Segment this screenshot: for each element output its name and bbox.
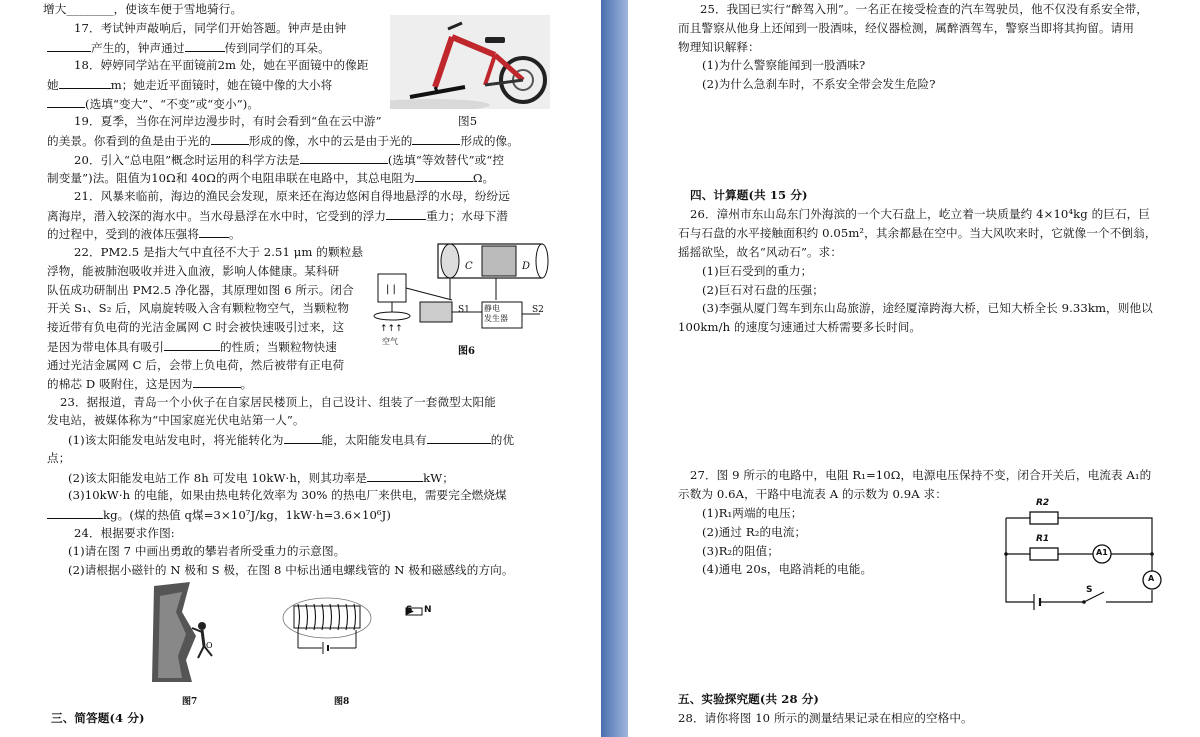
- answer-blank: [199, 226, 229, 238]
- svg-text:O: O: [206, 641, 213, 650]
- question-22-line7: 通过光洁金属网 C 后，会带上负电荷，然后被带有正电荷: [47, 358, 345, 372]
- question-23-part3: (3)10kW·h 的电能，如果由热电转化效率为 30% 的热电厂来供电，需要完全燃烧煤: [68, 488, 507, 502]
- section-3-heading: 三、简答题(4 分): [51, 711, 145, 725]
- question-23-part2: (2)该太阳能发电站工作 8h 可发电 10kW·h，则其功率是 kW；: [68, 471, 454, 485]
- answer-blank: [59, 77, 111, 89]
- question-28: 28．请你将图 10 所示的测量结果记录在相应的空格中。: [678, 711, 973, 725]
- figure-6-purifier-diagram: [370, 238, 550, 362]
- question-26-part3: (3)李强从厦门驾车到东山岛旅游，途经厦漳跨海大桥，已知大桥全长 9.33km，则他以: [702, 301, 1153, 315]
- question-22-line2: 浮物，能被肺泡吸收并进入血液，影响人体健康。某科研: [47, 264, 340, 278]
- answer-blank: [185, 40, 225, 52]
- question-17: 17．考试钟声敲响后，同学们开始答题。钟声是由钟: [74, 21, 347, 35]
- label-air: 空气: [382, 337, 398, 346]
- question-18-line2: 她 m；她走近平面镜时，她在镜中像的大小将: [47, 78, 333, 92]
- figure-7-caption: 图7: [182, 697, 198, 707]
- section-4-heading: 四、计算题(共 15 分): [690, 188, 808, 202]
- figure-8-caption: 图8: [334, 697, 350, 707]
- question-25: 25．我国已实行“醉驾入刑”。一名正在接受检查的汽车驾驶员，他不仅没有系安全带，: [700, 2, 1148, 16]
- question-22-line5: 接近带有负电荷的光洁金属网 C 时会被快速吸引过来，这: [47, 320, 345, 334]
- answer-blank: [47, 96, 85, 108]
- question-26-line7: 100km/h 的速度匀速通过大桥需要多长时间。: [678, 320, 922, 334]
- question-23-line2: 发电站，被媒体称为“中国家庭光伏电站第一人”。: [47, 413, 305, 427]
- question-27-part3: (3)R₂的阻值；: [702, 544, 780, 558]
- answer-blank: [164, 339, 220, 351]
- label-s1: S1: [458, 305, 470, 315]
- solenoid-diagram: [282, 588, 442, 658]
- question-26-part1: (1)巨石受到的重力；: [702, 264, 813, 278]
- question-21: 21．风暴来临前，海边的渔民会发现，原来还在海边悠闲自得地悬浮的水母，纷纷远: [74, 189, 510, 203]
- answer-blank: [47, 507, 103, 519]
- label-r2: R2: [1036, 498, 1050, 508]
- question-22-line4: 开关 S₁、S₂ 后，风扇旋转吸入含有颗粒物空气，当颗粒物: [47, 301, 350, 315]
- question-25-line3: 物理知识解释：: [678, 40, 760, 54]
- question-19-line2: 的美景。你看到的鱼是由于光的 形成的像，水中的云是由于光的 形成的像。: [47, 134, 519, 148]
- answer-blank: [300, 152, 388, 164]
- question-27: 27．图 9 所示的电路中，电阻 R₁=10Ω，电源电压保持不变，闭合开关后，电流表 A₁的: [690, 468, 1152, 482]
- snow-bike-image: [390, 15, 550, 109]
- question-24-part2: (2)请根据小磁针的 N 极和 S 极，在图 8 中标出通电螺线管的 N 极和磁感线的方向。: [68, 563, 514, 577]
- question-26-line3: 摇摇欲坠，故名“风动石”。求：: [678, 245, 843, 259]
- page-gutter: [601, 0, 628, 737]
- figure-6-caption: 图6: [458, 346, 475, 357]
- question-23-part1: (1)该太阳能发电站发电时，将光能转化为 能，太阳能发电具有 的优: [68, 433, 515, 447]
- svg-text:| |: | |: [386, 284, 396, 295]
- question-27-line2: 示数为 0.6A，干路中电流表 A 的示数为 0.9A 求：: [678, 487, 947, 501]
- rock-climber-image: [152, 582, 222, 682]
- question-27-part2: (2)通过 R₂的电流；: [702, 525, 807, 539]
- figure-8-solenoid: [282, 588, 442, 707]
- label-c: C: [465, 261, 473, 272]
- answer-blank: [386, 208, 426, 220]
- text-line: 增大________，使该车便于雪地骑行。: [43, 2, 243, 16]
- section-5-heading: 五、实验探究题(共 28 分): [678, 692, 820, 706]
- question-20-line2: 制变量”)法。阻值为10Ω和 40Ω的两个电阻串联在电路中，其总电阻为 Ω。: [47, 171, 495, 185]
- question-26-line2: 石与石盘的水平接触面积约 0.05m²，其余都悬在空中。当大风吹来时，它就像一个不倒翁，: [678, 226, 1157, 240]
- question-18-line3: (选填“变大”、“不变”或“变小”)。: [47, 96, 259, 111]
- answer-blank: [367, 470, 423, 482]
- question-20: 20．引入“总电阻”概念时运用的科学方法是 (选填“等效替代”或“控: [74, 153, 505, 167]
- label-d: D: [522, 261, 531, 272]
- label-static-generator: 静电 发生器: [484, 304, 508, 323]
- right-page: [628, 0, 1200, 737]
- question-24-part1: (1)请在图 7 中画出勇敢的攀岩者所受重力的示意图。: [68, 544, 346, 558]
- question-27-part4: (4)通电 20s，电路消耗的电能。: [702, 562, 873, 576]
- question-23-line4: 点；: [47, 451, 71, 465]
- question-22-line6: 是因为带电体具有吸引 的性质；当颗粒物快速: [47, 340, 337, 354]
- question-25-line2: 而且警察从他身上还闻到一股酒味，经仪器检测，属醉酒驾车，警察当即将其拘留。请用: [678, 21, 1135, 35]
- figure-7-rock-climber: [152, 582, 222, 707]
- answer-blank: [211, 133, 249, 145]
- question-23-line7: kg。(煤的热值 q煤=3×10⁷J/kg，1kW·h=3.6×10⁶J): [47, 507, 391, 522]
- answer-blank: [284, 432, 322, 444]
- question-19: 19．夏季，当你在河岸边漫步时，有时会看到“鱼在云中游”: [74, 114, 382, 128]
- answer-blank: [427, 432, 491, 444]
- label-s2: S2: [532, 305, 544, 315]
- answer-blank: [193, 376, 241, 388]
- question-22-line8: 的棉芯 D 吸附住，这是因为 。: [47, 377, 253, 391]
- compass-s-label: S: [406, 605, 413, 615]
- svg-text:↑↑↑: ↑↑↑: [380, 324, 403, 334]
- question-18: 18．婷婷同学站在平面镜前2m 处，她在平面镜中的像距: [74, 58, 369, 72]
- question-22: 22．PM2.5 是指大气中直径不大于 2.51 μm 的颗粒悬: [74, 245, 364, 259]
- ammeter-a1-label: A1: [1096, 548, 1108, 557]
- compass-n-label: N: [424, 605, 432, 615]
- question-23: 23．据报道，青岛一个小伙子在自家居民楼顶上，自己设计、组装了一套微型太阳能: [60, 395, 496, 409]
- question-21-line3: 的过程中，受到的液体压强将 。: [47, 227, 241, 241]
- circuit-diagram: [1000, 494, 1170, 612]
- question-22-line3: 队伍成功研制出 PM2.5 净化器，其原理如图 6 所示。闭合: [47, 283, 354, 297]
- switch-s-label: S: [1086, 585, 1093, 595]
- question-27-part1: (1)R₁两端的电压；: [702, 506, 803, 520]
- label-r1: R1: [1036, 534, 1050, 544]
- question-21-line2: 离海岸，潜入较深的海水中。当水母悬浮在水中时，它受到的浮力 重力；水母下潜: [47, 209, 508, 223]
- figure-5-caption: 图5: [458, 114, 478, 128]
- question-17-line2: 产生的，钟声通过 传到同学们的耳朵。: [47, 40, 330, 55]
- figure-9-circuit: [1000, 494, 1170, 612]
- ammeter-a-label: A: [1148, 574, 1155, 583]
- answer-blank: [415, 170, 473, 182]
- question-25-part2: (2)为什么急刹车时，不系安全带会发生危险?: [702, 77, 936, 91]
- figure-5-snow-bike: [390, 15, 550, 109]
- question-26-part2: (2)巨石对石盘的压强；: [702, 283, 824, 297]
- question-26: 26．漳州市东山岛东门外海滨的一个大石盘上，屹立着一块质量约 4×10⁴kg 的巨石，巨: [690, 207, 1151, 221]
- question-24: 24．根据要求作图:: [74, 526, 175, 540]
- question-25-part1: (1)为什么警察能闻到一股酒味?: [702, 58, 866, 72]
- answer-blank: [47, 40, 91, 52]
- answer-blank: [412, 133, 460, 145]
